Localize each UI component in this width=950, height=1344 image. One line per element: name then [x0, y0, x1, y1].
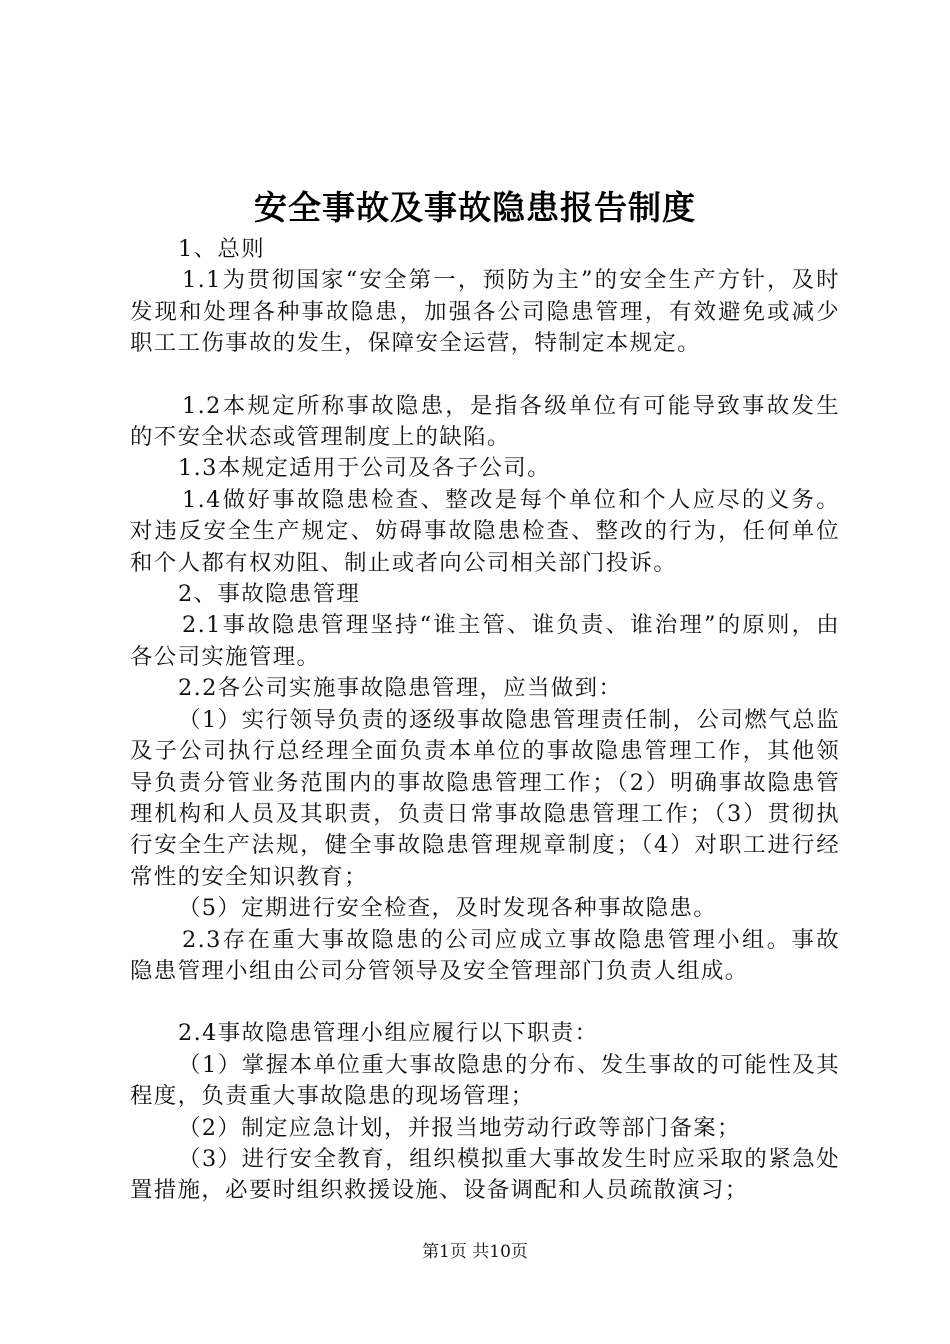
document-title: 安全事故及事故隐患报告制度	[254, 188, 696, 227]
paragraph: （1）实行领导负责的逐级事故隐患管理责任制，公司燃气总监及子公司执行总经理全面负责本单位的事故隐患管理工作，其他领导负责分管业务范围内的事故隐患管理工作；（2）明确事故隐患管理机构和人员及其职责，负责日常事故隐患管理工作；（3）贯彻执行安全生产法规，健全事故隐患管理规章制度；（4）对职工进行经常性的安全知识教育；	[130, 706, 840, 890]
paragraph: 1.4做好事故隐患检查、整改是每个单位和个人应尽的义务。对违反安全生产规定、妨碍事故隐患检查、整改的行为，任何单位和个人都有权劝阻、制止或者向公司相关部门投诉。	[130, 486, 840, 576]
paragraph: （1）掌握本单位重大事故隐患的分布、发生事故的可能性及其程度，负责重大事故隐患的现场管理；	[130, 1051, 840, 1110]
paragraph: （3）进行安全教育，组织模拟重大事故发生时应采取的紧急处置措施，必要时组织救援设施、设备调配和人员疏散演习；	[130, 1145, 840, 1204]
paragraph: （2）制定应急计划，并报当地劳动行政等部门备案；	[178, 1114, 741, 1141]
paragraph: 2.1事故隐患管理坚持“谁主管、谁负责、谁治理”的原则，由各公司实施管理。	[130, 612, 840, 670]
paragraph: 2.2各公司实施事故隐患管理，应当做到：	[178, 675, 623, 702]
section-heading: 2、事故隐患管理	[178, 581, 361, 608]
paragraph: 1.2本规定所称事故隐患，是指各级单位有可能导致事故发生的不安全状态或管理制度上的缺陷。	[130, 392, 840, 451]
paragraph: 1.1为贯彻国家“安全第一，预防为主”的安全生产方针，及时发现和处理各种事故隐患，加强各公司隐患管理，有效避免或减少职工工伤事故的发生，保障安全运营，特制定本规定。	[130, 267, 840, 357]
paragraph: 2.3存在重大事故隐患的公司应成立事故隐患管理小组。事故隐患管理小组由公司分管领导及安全管理部门负责人组成。	[130, 926, 840, 984]
paragraph: （5）定期进行安全检查，及时发现各种事故隐患。	[178, 895, 718, 922]
section-heading: 1、总则	[178, 236, 266, 262]
document-body	[130, 234, 840, 1207]
page-footer: 第1页 共10页	[422, 1242, 528, 1262]
paragraph: 2.4事故隐患管理小组应履行以下职责：	[178, 1020, 599, 1047]
paragraph: 1.3本规定适用于公司及各子公司。	[178, 455, 551, 482]
